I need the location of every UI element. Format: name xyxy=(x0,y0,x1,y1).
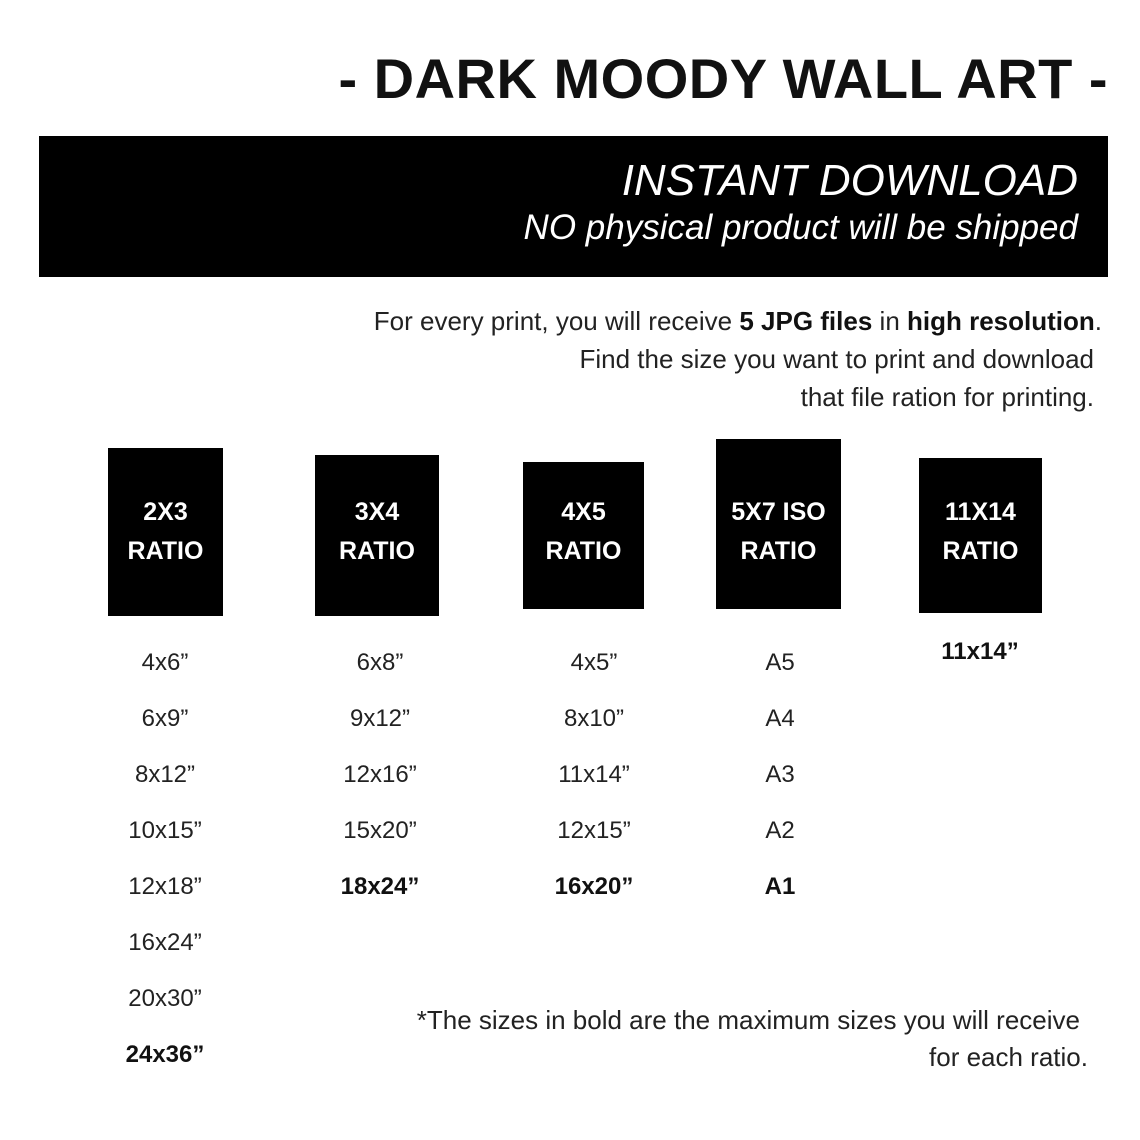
banner-heading: INSTANT DOWNLOAD xyxy=(621,156,1078,205)
max-size-item: 16x20” xyxy=(554,873,634,900)
max-size-item: 11x14” xyxy=(941,638,1019,665)
size-item: 4x5” xyxy=(570,649,618,676)
size-list-3x4 xyxy=(310,643,450,923)
ratio-box-line1: 3X4 xyxy=(354,498,400,526)
intro-text xyxy=(374,302,1102,416)
banner-subheading: NO physical product will be shipped xyxy=(523,208,1078,247)
size-item: 6x9” xyxy=(141,705,189,732)
size-item: 6x8” xyxy=(356,649,404,676)
ratio-box-line1: 4X5 xyxy=(561,498,606,526)
ratio-box-line2: RATIO xyxy=(942,537,1019,565)
ratio-box-2x3 xyxy=(108,448,223,616)
size-item: A5 xyxy=(765,649,795,676)
ratio-box-5x7-iso xyxy=(716,439,841,609)
size-item: 15x20” xyxy=(343,817,417,844)
size-list-5x7-iso xyxy=(710,643,850,923)
ratio-box-line1: 2X3 xyxy=(143,498,188,526)
intro-line-3: that file ration for printing. xyxy=(800,382,1094,412)
size-item: 16x24” xyxy=(128,929,202,956)
size-item: 4x6” xyxy=(141,649,189,676)
intro-text-part: For every print, you will receive xyxy=(373,306,740,336)
size-item: A4 xyxy=(765,705,795,732)
ratio-box-line2: RATIO xyxy=(339,537,415,565)
ratio-box-line1: 5X7 ISO xyxy=(731,498,826,526)
page-title: - DARK MOODY WALL ART - xyxy=(338,47,1108,110)
ratio-box-11x14 xyxy=(919,458,1042,613)
max-size-item: 18x24” xyxy=(340,873,420,900)
size-item: 8x10” xyxy=(563,705,625,732)
intro-text-part: . xyxy=(1094,306,1102,336)
ratio-box-line2: RATIO xyxy=(545,537,622,565)
instant-download-banner xyxy=(39,136,1108,277)
ratio-box-4x5 xyxy=(523,462,644,609)
size-list-4x5 xyxy=(524,643,664,923)
bold-sizes-note xyxy=(416,1002,1088,1076)
size-item: A2 xyxy=(765,817,795,844)
max-size-item: 24x36” xyxy=(125,1041,205,1068)
intro-line-2: Find the size you want to print and download xyxy=(579,344,1094,374)
size-item: 10x15” xyxy=(128,817,202,844)
size-list-2x3 xyxy=(95,643,235,1091)
ratio-box-line2: RATIO xyxy=(127,537,204,565)
size-list-11x14 xyxy=(910,632,1050,688)
intro-file-count: 5 JPG files xyxy=(739,306,873,336)
size-item: 12x15” xyxy=(557,817,631,844)
note-line-2: for each ratio. xyxy=(929,1042,1088,1072)
ratio-box-line1: 11X14 xyxy=(945,498,1016,526)
ratio-box-3x4 xyxy=(315,455,439,616)
note-line-1: *The sizes in bold are the maximum sizes you will receive xyxy=(416,1005,1080,1035)
size-item: 9x12” xyxy=(349,705,411,732)
size-item: 8x12” xyxy=(134,761,196,788)
intro-line-1 xyxy=(374,302,1102,340)
size-item: 20x30” xyxy=(128,985,202,1012)
size-item: 12x16” xyxy=(343,761,417,788)
intro-text-part: in xyxy=(872,306,907,336)
size-item: 11x14” xyxy=(558,761,630,788)
ratio-box-line2: RATIO xyxy=(740,537,817,565)
size-item: 12x18” xyxy=(128,873,202,900)
max-size-item: A1 xyxy=(764,873,796,900)
size-item: A3 xyxy=(765,761,795,788)
intro-resolution: high resolution xyxy=(907,306,1095,336)
